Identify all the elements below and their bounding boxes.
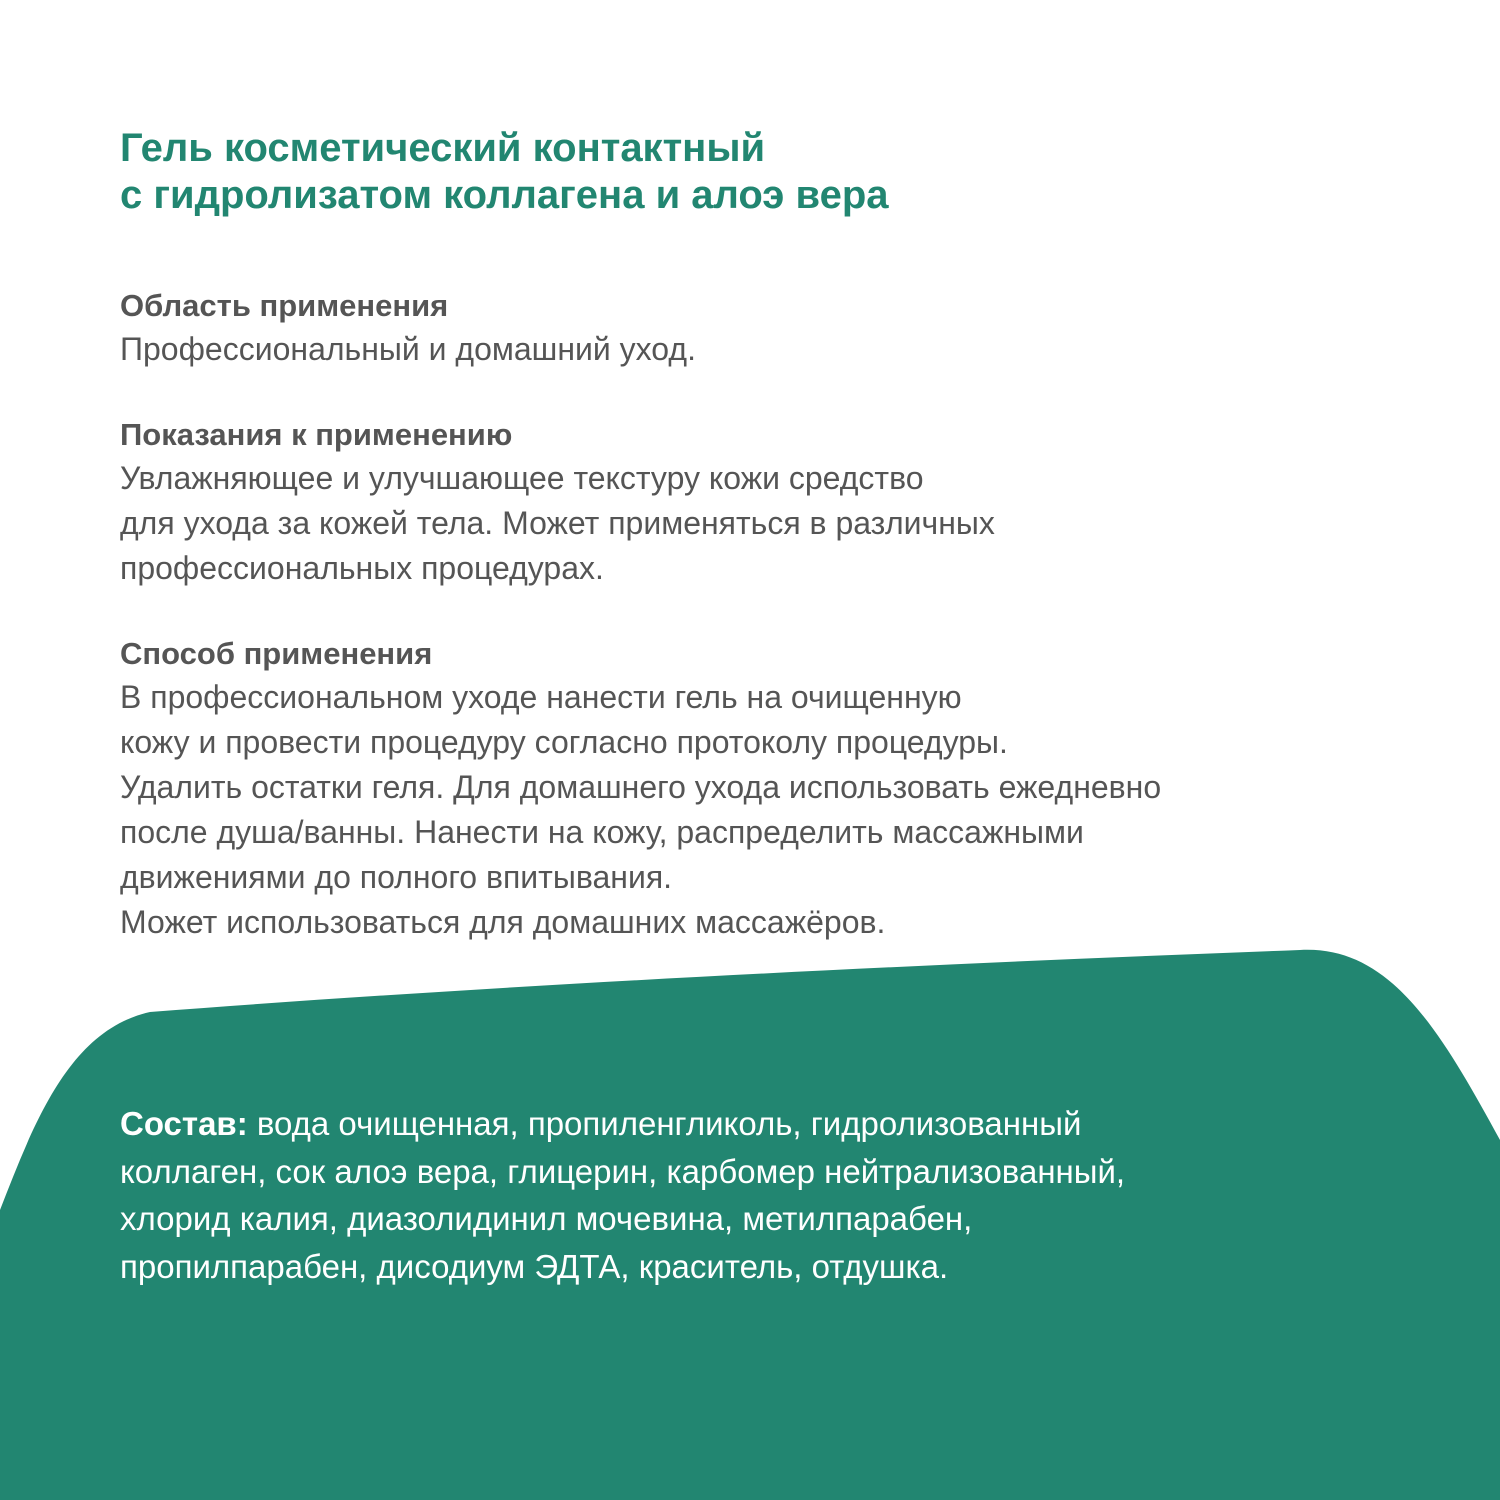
section-body-line: для ухода за кожей тела. Может применяться в различных xyxy=(120,505,995,541)
section-body-line: движениями до полного впитывания. xyxy=(120,859,673,895)
section-body xyxy=(120,327,1400,372)
section-body-line: Увлажняющее и улучшающее текстуру кожи средство xyxy=(120,460,924,496)
section-body-line: после душа/ванны. Нанести на кожу, распределить массажными xyxy=(120,814,1084,850)
section-indications xyxy=(120,414,1400,591)
page-title xyxy=(120,125,1400,219)
composition-block xyxy=(120,1100,1420,1290)
section-usage xyxy=(120,633,1400,945)
section-body-line: Может использоваться для домашних массажёров. xyxy=(120,904,886,940)
title-line: с гидролизатом коллагена и алоэ вера xyxy=(120,173,889,217)
composition-line: хлорид калия, диазолидинил мочевина, метилпарабен, xyxy=(120,1200,973,1237)
section-application-area xyxy=(120,285,1400,372)
section-heading: Область применения xyxy=(120,288,449,323)
composition-line: коллаген, сок алоэ вера, глицерин, карбомер нейтрализованный, xyxy=(120,1152,1126,1190)
section-body xyxy=(120,675,1400,945)
section-body-line: кожу и провести процедуру согласно протоколу процедуры. xyxy=(120,724,1008,760)
main-content xyxy=(120,125,1400,987)
section-body-line: В профессиональном уходе нанести гель на очищенную xyxy=(120,679,962,715)
section-heading: Показания к применению xyxy=(120,417,513,452)
composition-line: пропилпарабен, дисодиум ЭДТА, краситель, отдушка. xyxy=(120,1247,949,1285)
composition-label: Состав: xyxy=(120,1105,248,1142)
composition-text: вода очищенная, пропиленгликоль, гидролизованный xyxy=(247,1105,1082,1142)
section-body-line: Профессиональный и домашний уход. xyxy=(120,331,696,367)
section-body-line: профессиональных процедурах. xyxy=(120,550,604,586)
section-body-line: Удалить остатки геля. Для домашнего ухода использовать ежедневно xyxy=(120,769,1162,805)
section-heading: Способ применения xyxy=(120,636,433,671)
composition-first-line xyxy=(120,1100,1420,1148)
section-body xyxy=(120,456,1400,591)
title-line: Гель косметический контактный xyxy=(120,126,766,170)
